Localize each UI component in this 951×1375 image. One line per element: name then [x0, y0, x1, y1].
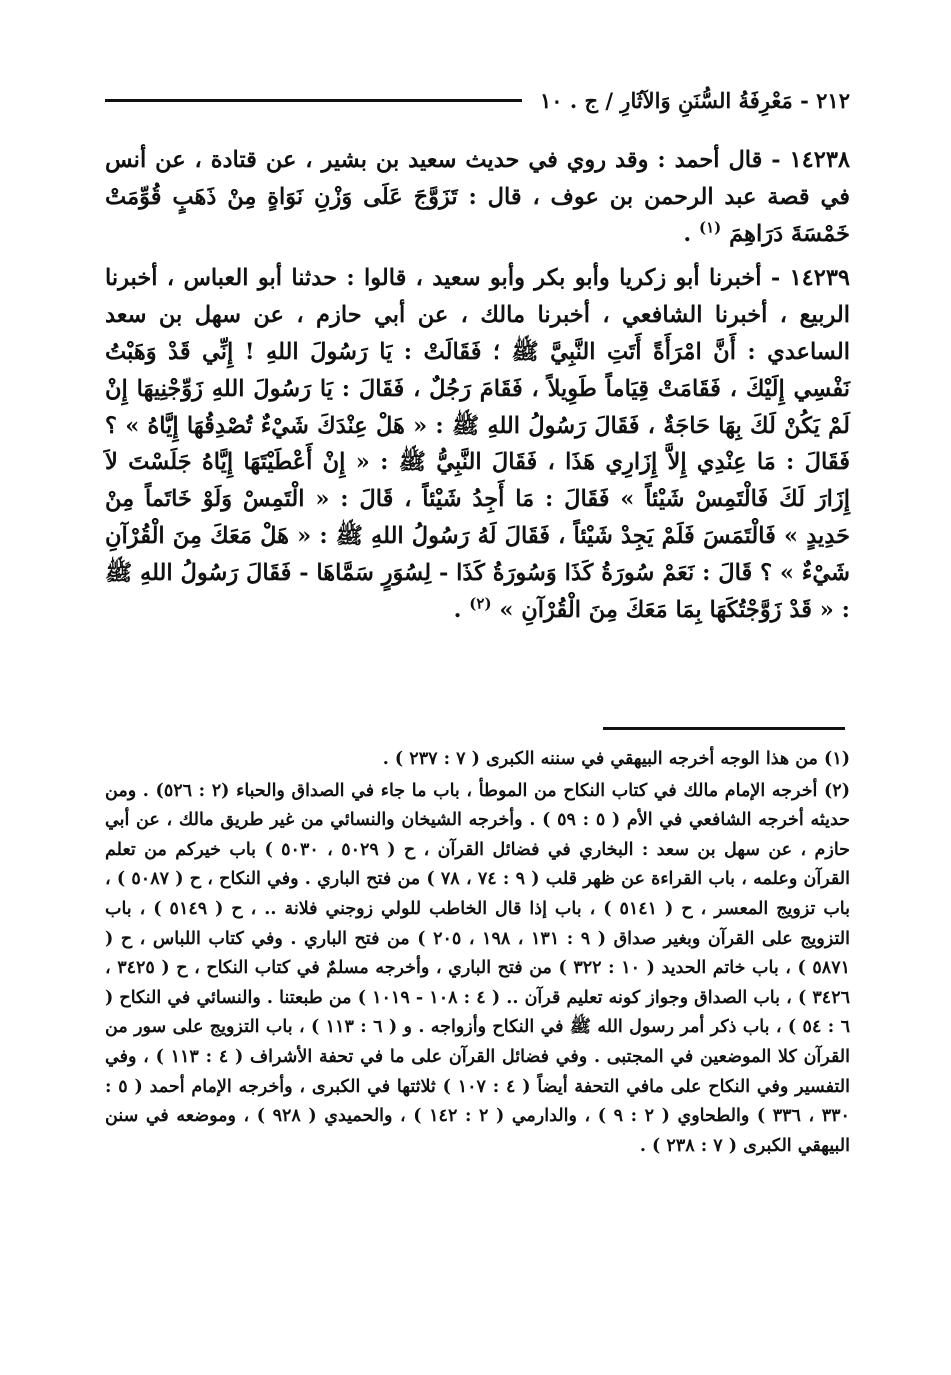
hadith-entry: [105, 142, 850, 252]
entry-dash: -: [762, 147, 781, 173]
footnote-ref: (٢): [469, 594, 492, 613]
page-number: ٢١٢: [816, 87, 850, 113]
entry-text: قال أحمد : وقد روي في حديث سعيد بن بشير ، عن قتادة ، عن أنس في قصة عبد الرحمن بن عوف ، قال : تَزَوَّجَ عَلَى وَزْنِ نَوَاةٍ مِنْ ذَهَبٍ قُوِّمَتْ خَمْسَةَ دَرَاهِمَ: [105, 147, 850, 247]
footnote-ref: (١): [699, 218, 722, 237]
entry-dash: -: [761, 265, 781, 292]
entry-end: .: [683, 220, 692, 247]
page-header: [105, 82, 850, 118]
entry-text: أخبرنا أبو زكريا وأبو بكر وأبو سعيد ، قالوا : حدثنا أبو العباس ، أخبرنا الربيع ، أخبرنا الشافعي ، أخبرنا مالك ، عن أبي حازم ، عن سهل بن سعد الساعدي : أَنَّ امْرَأَةً أَتَتِ النَّبِيَّ ﷺ ؛ فَقَالَتْ : يَا رَسُولَ اللهِ ! إِنِّي قَدْ وَهَبْتُ نَفْسِي إِلَيْكَ ، فَقَامَتْ قِيَاماً طَوِيلاً ، فَقَامَ رَجُلٌ ، فَقَالَ : يَا رَسُولَ اللهِ زَوِّجْنِيهَا إِنْ لَمْ يَكُنْ لَكَ بِهَا حَاجَةٌ ، فَقَالَ رَسُولُ اللهِ ﷺ : « هَلْ عِنْدَكَ شَيْءٌ تُصْدِقُهَا إِيَّاهُ » ؟ فَقَالَ : مَا عِنْدِي إِلاَّ إِزَارِي هَذَا ، فَقَالَ النَّبِيُّ ﷺ : « إِنْ أَعْطَيْتَهَا إِيَّاهُ جَلَسْتَ لاَ إِزَارَ لَكَ فَالْتَمِسْ شَيْئاً » فَقَالَ : مَا أَجِدُ شَيْئاً ، قَالَ : « الْتَمِسْ وَلَوْ خَاتَماً مِنْ حَدِيدٍ » فَالْتَمَسَ فَلَمْ يَجِدْ شَيْئاً ، فَقَالَ لَهُ رَسُولُ اللهِ ﷺ : « هَلْ مَعَكَ مِنَ الْقُرْآنِ شَيْءٌ » ؟ قَالَ : نَعَمْ سُورَةُ كَذَا وَسُورَةُ كَذَا - لِسُوَرٍ سَمَّاهَا - فَقَالَ رَسُولُ اللهِ ﷺ : « قَدْ زَوَّجْتُكَهَا بِمَا مَعَكَ مِنَ الْقُرْآنِ »: [105, 265, 850, 623]
book-title: مَعْرِفَةُ السُّنَنِ وَالآثَارِ / ج . ١٠: [539, 87, 793, 113]
running-head: [540, 88, 850, 113]
footnote: (٢) أخرجه الإمام مالك في كتاب النكاح من الموطأ ، باب ما جاء في الصداق والحباء (٢ : ٥٢٦) . ومن حديثه أخرجه الشافعي في الأم ( ٥ : ٥٩ ) . وأخرجه الشيخان والنسائي من غير طريق مالك ، عن أبي حازم ، عن سهل بن سعد : البخاري في فضائل القرآن ، ح ( ٥٠٢٩ ، ٥٠٣٠ ) باب خيركم من تعلم القرآن وعلمه ، باب القراءة عن ظهر قلب ( ٩ : ٧٤ ، ٧٨ ) من فتح الباري . وفي النكاح ، ح ( ٥٠٨٧ ) ، باب تزويج المعسر ، ح ( ٥١٤١ ) ، باب إذا قال الخاطب للولي زوجني فلانة .. ، ح ( ٥١٤٩ ) ، باب التزويج على القرآن وبغير صداق ( ٩ : ١٣١ ، ١٩٨ ، ٢٠٥ ) من فتح الباري . وفي كتاب اللباس ، ح ( ٥٨٧١ ) ، باب خاتم الحديد ( ١٠ : ٣٢٢ ) من فتح الباري ، وأخرجه مسلمٌ في كتاب النكاح ، ح ( ٣٤٢٥ ، ٣٤٢٦ ) ، باب الصداق وجواز كونه تعليم قرآن .. ( ٤ : ١٠٨ - ١٠١٩ ) من طبعتنا . والنسائي في النكاح ( ٦ : ٥٤ ) ، باب ذكر أمر رسول الله ﷺ في النكاح وأزواجه . و ( ٦ : ١١٣ ) ، باب التزويج على سور من القرآن كلا الموضعين في المجتبى . وفي فضائل القرآن على ما في تحفة الأشراف ( ٤ : ١١٣ ) ، وفي التفسير وفي النكاح على مافي التحفة أيضاً ( ٤ : ١٠٧ ) ثلاثتها في الكبرى ، وأخرجه الإمام أحمد ( ٥ : ٣٣٠ ، ٣٣٦ ) والطحاوي ( ٢ : ٩ ) ، والدارمي ( ٢ : ١٤٢ ) ، والحميدي ( ٩٢٨ ) ، وموضعه في سنن البيهقي الكبرى ( ٧ : ٢٣٨ ) .: [105, 780, 851, 1156]
main-text: [105, 142, 850, 636]
entry-number: ١٤٢٣٩: [789, 265, 850, 292]
footnote: (١) من هذا الوجه أخرجه البيهقي في سننه الكبرى ( ٧ : ٢٣٧ ) .: [382, 749, 850, 769]
footnotes: [105, 745, 850, 1161]
footnote-separator: [603, 727, 845, 730]
header-separator: -: [792, 87, 809, 113]
entry-end: .: [453, 596, 462, 623]
entry-number: ١٤٢٣٨: [789, 147, 850, 173]
header-rule: [105, 99, 522, 102]
hadith-entry: [105, 260, 850, 628]
